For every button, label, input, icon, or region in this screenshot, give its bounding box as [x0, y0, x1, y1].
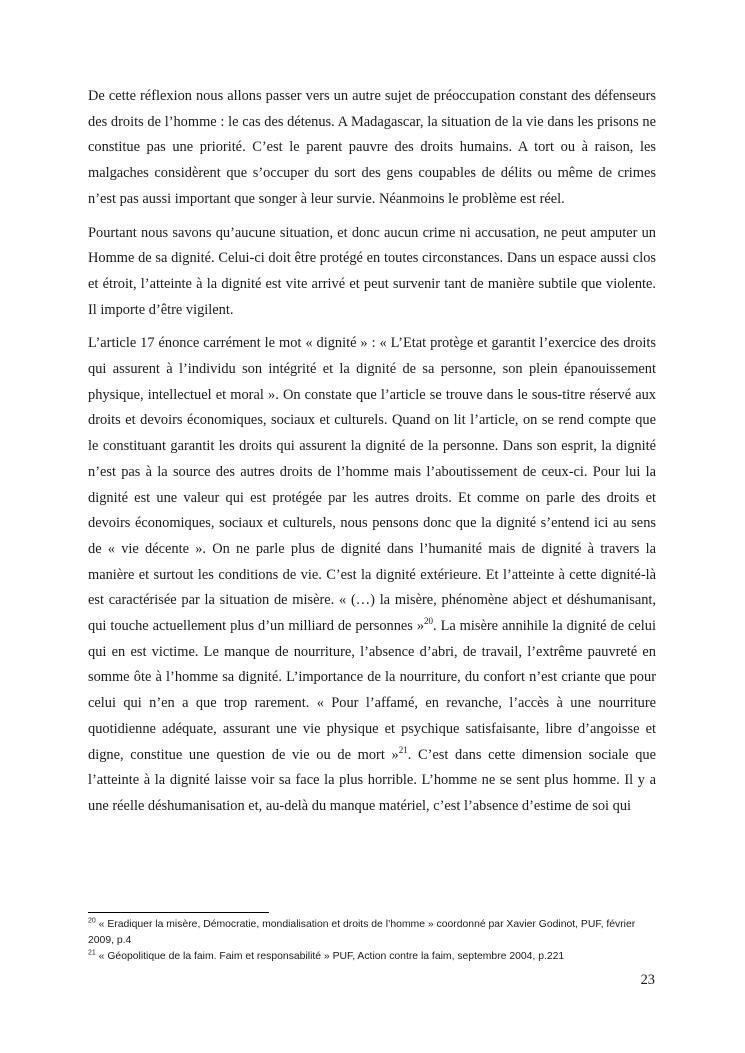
paragraph-dignity-protection: Pourtant nous savons qu’aucune situation, et donc aucun crime ni accusation, ne peut amputer un Homme de sa dignité. Celui-ci doit être protégé en toutes circonstances. Dans un espace aussi clos et étroit, l’atteinte à la dignité est vite arrivé et peut survenir tant de manière subtile que violente. Il importe d’être vigilent. [88, 224, 656, 318]
document-body [88, 84, 656, 828]
page-number: 23 [640, 972, 655, 988]
paragraph-detainees: De cette réflexion nous allons passer vers un autre sujet de préoccupation constant des défenseurs des droits de l’homme : le cas des détenus. A Madagascar, la situation de la vie dans les prisons ne constitue pas une priorité. C’est le parent pauvre des droits humains. A tort ou à raison, les malgaches considèrent que s’occuper du sort des gens coupables de délits ou même de crimes n’est pas aussi important que songer à leur survie. Néanmoins le problème est réel. [88, 88, 656, 207]
footnote-ref-20[interactable]: 20 [424, 616, 434, 627]
paragraph-article-17 [88, 331, 656, 819]
footnotes [88, 917, 658, 966]
footnote-ref-21[interactable]: 21 [398, 744, 408, 755]
footnote-21 [88, 949, 658, 965]
footnote-text: « Géopolitique de la faim. Faim et responsabilité » PUF, Action contre la faim, septembre 2004, p.221 [95, 951, 565, 963]
footnote-20 [88, 917, 658, 949]
footnote-number: 21 [88, 949, 96, 957]
footnote-text: « Eradiquer la misère, Démocratie, mondialisation et droits de l’homme » coordonné par Xavier Godinot, PUF, février 2009, p.4 [88, 919, 636, 947]
paragraph-text: L’article 17 énonce carrément le mot « dignité » : « L’Etat protège et garantit l’exercice des droits qui assurent à l’individu son intégrité et la dignité de sa personne, son plein épanouissement physique, intellectuel et moral ». On constate que l’article se trouve dans le sous-titre réservé aux droits et devoirs économiques, sociaux et culturels. Quand on lit l’article, on se rend compte que le constituant garantit les droits qui assurent la dignité de la personne. Dans son esprit, la dignité n’est pas à la source des autres droits de l’homme mais l’aboutissement de ceux-ci. Pour lui la dignité est une valeur qui est protégée par les autres droits. Et comme on parle des droits et devoirs économiques, sociaux et culturels, nous pensons donc que la dignité s’entend ici au sens de « vie décente ». On ne parle plus de dignité dans l’humanité mais de dignité à travers la manière et surtout les conditions de vie. C’est la dignité extérieure. Et l’atteinte à cette dignité-là est caractérisée par la situation de misère. « (…) la misère, phénomène abject et déshumanisant, qui touche actuellement plus d’un milliard de personnes » [88, 335, 656, 635]
footnote-number: 20 [88, 917, 96, 925]
footnote-divider [88, 912, 269, 913]
paragraph-text: . La misère annihile la dignité de celui qui en est victime. Le manque de nourriture, l’absence d’abri, de travail, l’extrême pauvreté en somme ôte à l’homme sa dignité. L’importance de la nourriture, du confort n’est criante que pour celui qui n’en a que trop rarement. « Pour l’affamé, en revanche, l’accès à une nourriture quotidienne adéquate, assurant une vie physique et psychique satisfaisante, libre d’angoisse et digne, constitue une question de vie ou de mort » [88, 618, 656, 763]
paragraph-text: . C’est dans cette dimension sociale que l’atteinte à la dignité laisse voir sa face la plus horrible. L’homme ne se sent plus homme. Il y a une réelle déshumanisation et, au-delà du manque matériel, c’est l’absence d’estime de soi qui [88, 746, 656, 814]
